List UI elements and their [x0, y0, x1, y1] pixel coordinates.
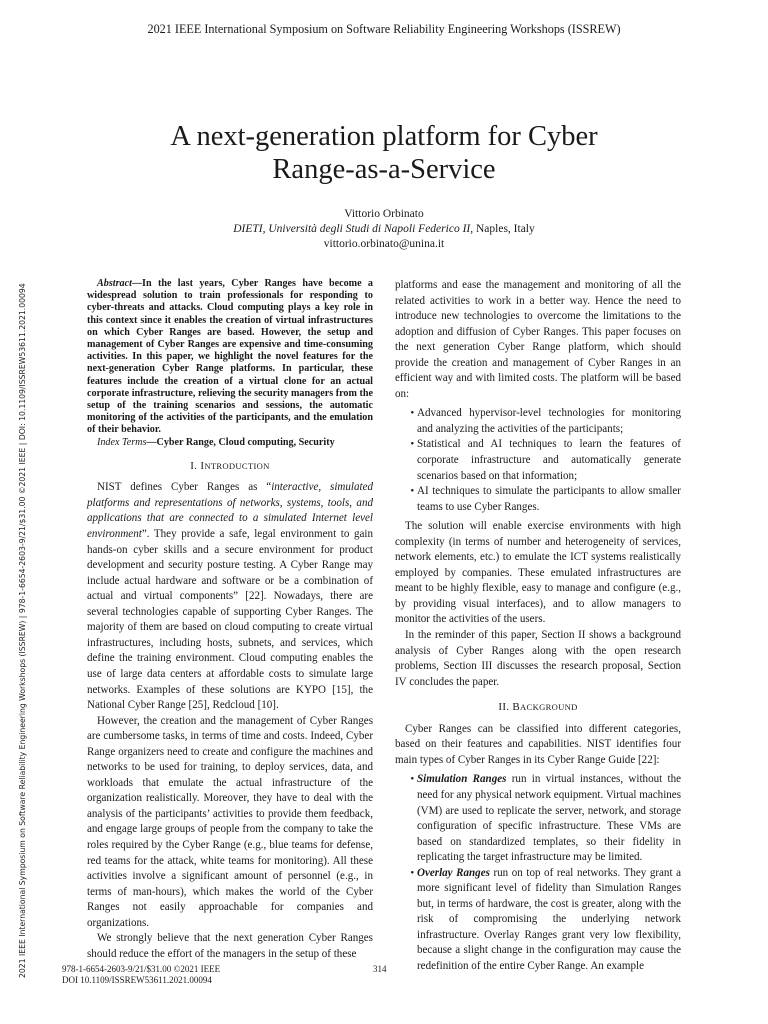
overlay-ranges-term: Overlay Ranges	[417, 866, 490, 879]
background-paragraph-1: Cyber Ranges can be classified into different categories, based on their features and capabilities. NIST identifies four main types of Cyber Ranges in its Cyber Range Guide [22]:	[395, 722, 681, 766]
footer-doi: DOI 10.1109/ISSREW53611.2021.00094	[62, 975, 212, 985]
affiliation-institution: DIETI, Università degli Studi di Napoli Federico II	[233, 223, 471, 235]
intro-paragraph-2: However, the creation and the management of Cyber Ranges are cumbersome tasks, in terms of time and costs. Indeed, Cyber Range organizers need to create and configure the machines and networks to be used for training, to deploy services, data, and workloads that emulate the actual infrastructure of the organization realistically. Moreover, they have to deal with the analysis of the participants’ activities to provide them feedback, and engage large groups of people from the company to take the roles required by the Cyber Range (e.g., blue teams for defense, red teams for the attack, white teams for monitoring). All these activities involve a significant amount of personnel (e.g., in terms of man-hours), which makes the world of the Cyber Ranges not easily approachable for companies and organizations.	[87, 714, 373, 929]
conference-header: 2021 IEEE International Symposium on Software Reliability Engineering Workshops (ISSREW)	[147, 22, 621, 36]
title-line-2: Range-as-a-Service	[272, 154, 496, 185]
list-item: • Advanced hypervisor-level technologies for monitoring and analyzing the activities of the participants;	[417, 406, 681, 437]
author-name: Vittorio Orbinato	[344, 208, 424, 220]
author-block	[0, 207, 768, 252]
list-item: • Overlay Ranges run on top of real networks. They grant a more significant level of fidelity than Simulation Ranges but, in terms of hardware, the cost is greater, along with the risk of compromising the underlying network infrastructure. Overlay Ranges grant very low flexibility, because a slight change in the configuration may cause the redefinition of the entire Cyber Range. An example	[417, 866, 681, 975]
section-heading-background: II. BACKGROUND	[498, 701, 578, 714]
list-item: • Statistical and AI techniques to learn the features of corporate infrastructure and automatically generate scenarios based on that information;	[417, 437, 681, 484]
right-paragraph-2: The solution will enable exercise environments with high complexity (in terms of number and heterogeneity of services, network elements, etc.) to emulate the ICT systems realistically employed by companies. These emulated infrastructures are meant to be highly flexible, easy to manage and configure (e.g., by providing visual interfaces), and to allow managers to monitor the activities of the users.	[395, 520, 681, 626]
title-line-1: A next-generation platform for Cyber	[170, 121, 598, 152]
index-terms	[87, 437, 373, 449]
nist-definition-quote: interactive, simulated platforms and representations of networks, systems, tools, and applications that are connected to a simulated Internet level environment	[87, 481, 374, 541]
affiliation-location: , Naples, Italy	[470, 223, 535, 235]
footer-isbn: 978-1-6654-2603-9/21/$31.00 ©2021 IEEE	[62, 964, 221, 974]
list-item: • Simulation Ranges run in virtual instances, without the need for any physical network equipment. Virtual machines (VM) are used to replicate the server, network, and storage configuration of specific infrastructure. These VMs are based on standardized templates, so their fidelity in replicating the target infrastructure may be limited.	[417, 772, 681, 865]
cyber-range-types-list	[395, 772, 681, 974]
author-email: vittorio.orbinato@unina.it	[323, 238, 445, 250]
left-column	[87, 278, 373, 962]
side-margin-citation: 2021 IEEE International Symposium on Software Reliability Engineering Workshops (ISSREW) | 978-1-6654-2603-9/21/$31.00 ©2021 IEEE | DOI: 10.1109/ISSREW53611.2021.00094	[18, 283, 27, 978]
right-paragraph-1: platforms and ease the management and monitoring of all the related activities to work in a better way. Hence the need to introduce new technologies to overcome the limitations to the adoption and diffusion of Cyber Ranges. This paper focuses on the next generation Cyber Range platform, which should provide the creation and management of Cyber Ranges in an efficient way and with limited costs. The platform will be based on:	[395, 279, 681, 400]
list-item: • AI techniques to simulate the participants to allow smaller teams to use Cyber Ranges.	[417, 484, 681, 515]
abstract	[87, 278, 373, 437]
platform-feature-list	[395, 406, 681, 515]
section-heading-introduction: I. INTRODUCTION	[190, 459, 270, 472]
right-column	[395, 278, 681, 979]
author-affiliation	[0, 222, 768, 237]
copyright-footer	[62, 964, 220, 986]
right-paragraph-3: In the reminder of this paper, Section II shows a background analysis of Cyber Ranges along with the open research problems, Section III discusses the research proposal, Section IV concludes the paper.	[395, 629, 681, 688]
intro-paragraph-3: We strongly believe that the next generation Cyber Ranges should reduce the effort of the managers in the setup of these	[87, 932, 373, 960]
simulation-ranges-term: Simulation Ranges	[417, 773, 507, 786]
abstract-label: Abstract	[97, 278, 132, 289]
intro-paragraph-1: NIST defines Cyber Ranges as “interactive, simulated platforms and representations of networks, systems, tools, and applications that are connected to a simulated Internet level environment”. They provide a safe, legal environment to gain hands-on cyber skills and a secure environment for product development and security posture testing. A Cyber Range may include actual hardware and software or be a combination of actual and virtual components” [22]. Nowadays, there are several technologies capable of supporting Cyber Ranges. The majority of them are based on cloud computing to create virtual infrastructures, including hosts, subnets, and services, which define the training environment. Cloud computing enables the use of large data centers at affordable costs to simulate large networks. Examples of these solutions are KYPO [15], the National Cyber Range [25], Redcloud [10].	[87, 481, 374, 712]
page-number: 314	[373, 964, 387, 974]
index-terms-text: —Cyber Range, Cloud computing, Security	[146, 436, 335, 448]
abstract-text: —In the last years, Cyber Ranges have become a widespread solution to train professionals for responding to cyber-threats and attacks. Cloud computing plays a key role in this context since it enables the creation of virtual infrastructures on which Cyber Ranges are based. However, the setup and management of Cyber Ranges are expensive and time-consuming activities. In this paper, we highlight the novel features for the next-generation Cyber Range platforms. In particular, these features include the creation of a virtual clone for an actual corporate infrastructure, relieving the security managers from the setup of the training scenarios and sessions, the automatic monitoring of the activities of the participants, and the emulation of their behavior.	[87, 278, 373, 436]
paper-title	[0, 120, 768, 186]
index-terms-label: Index Terms	[97, 436, 147, 448]
